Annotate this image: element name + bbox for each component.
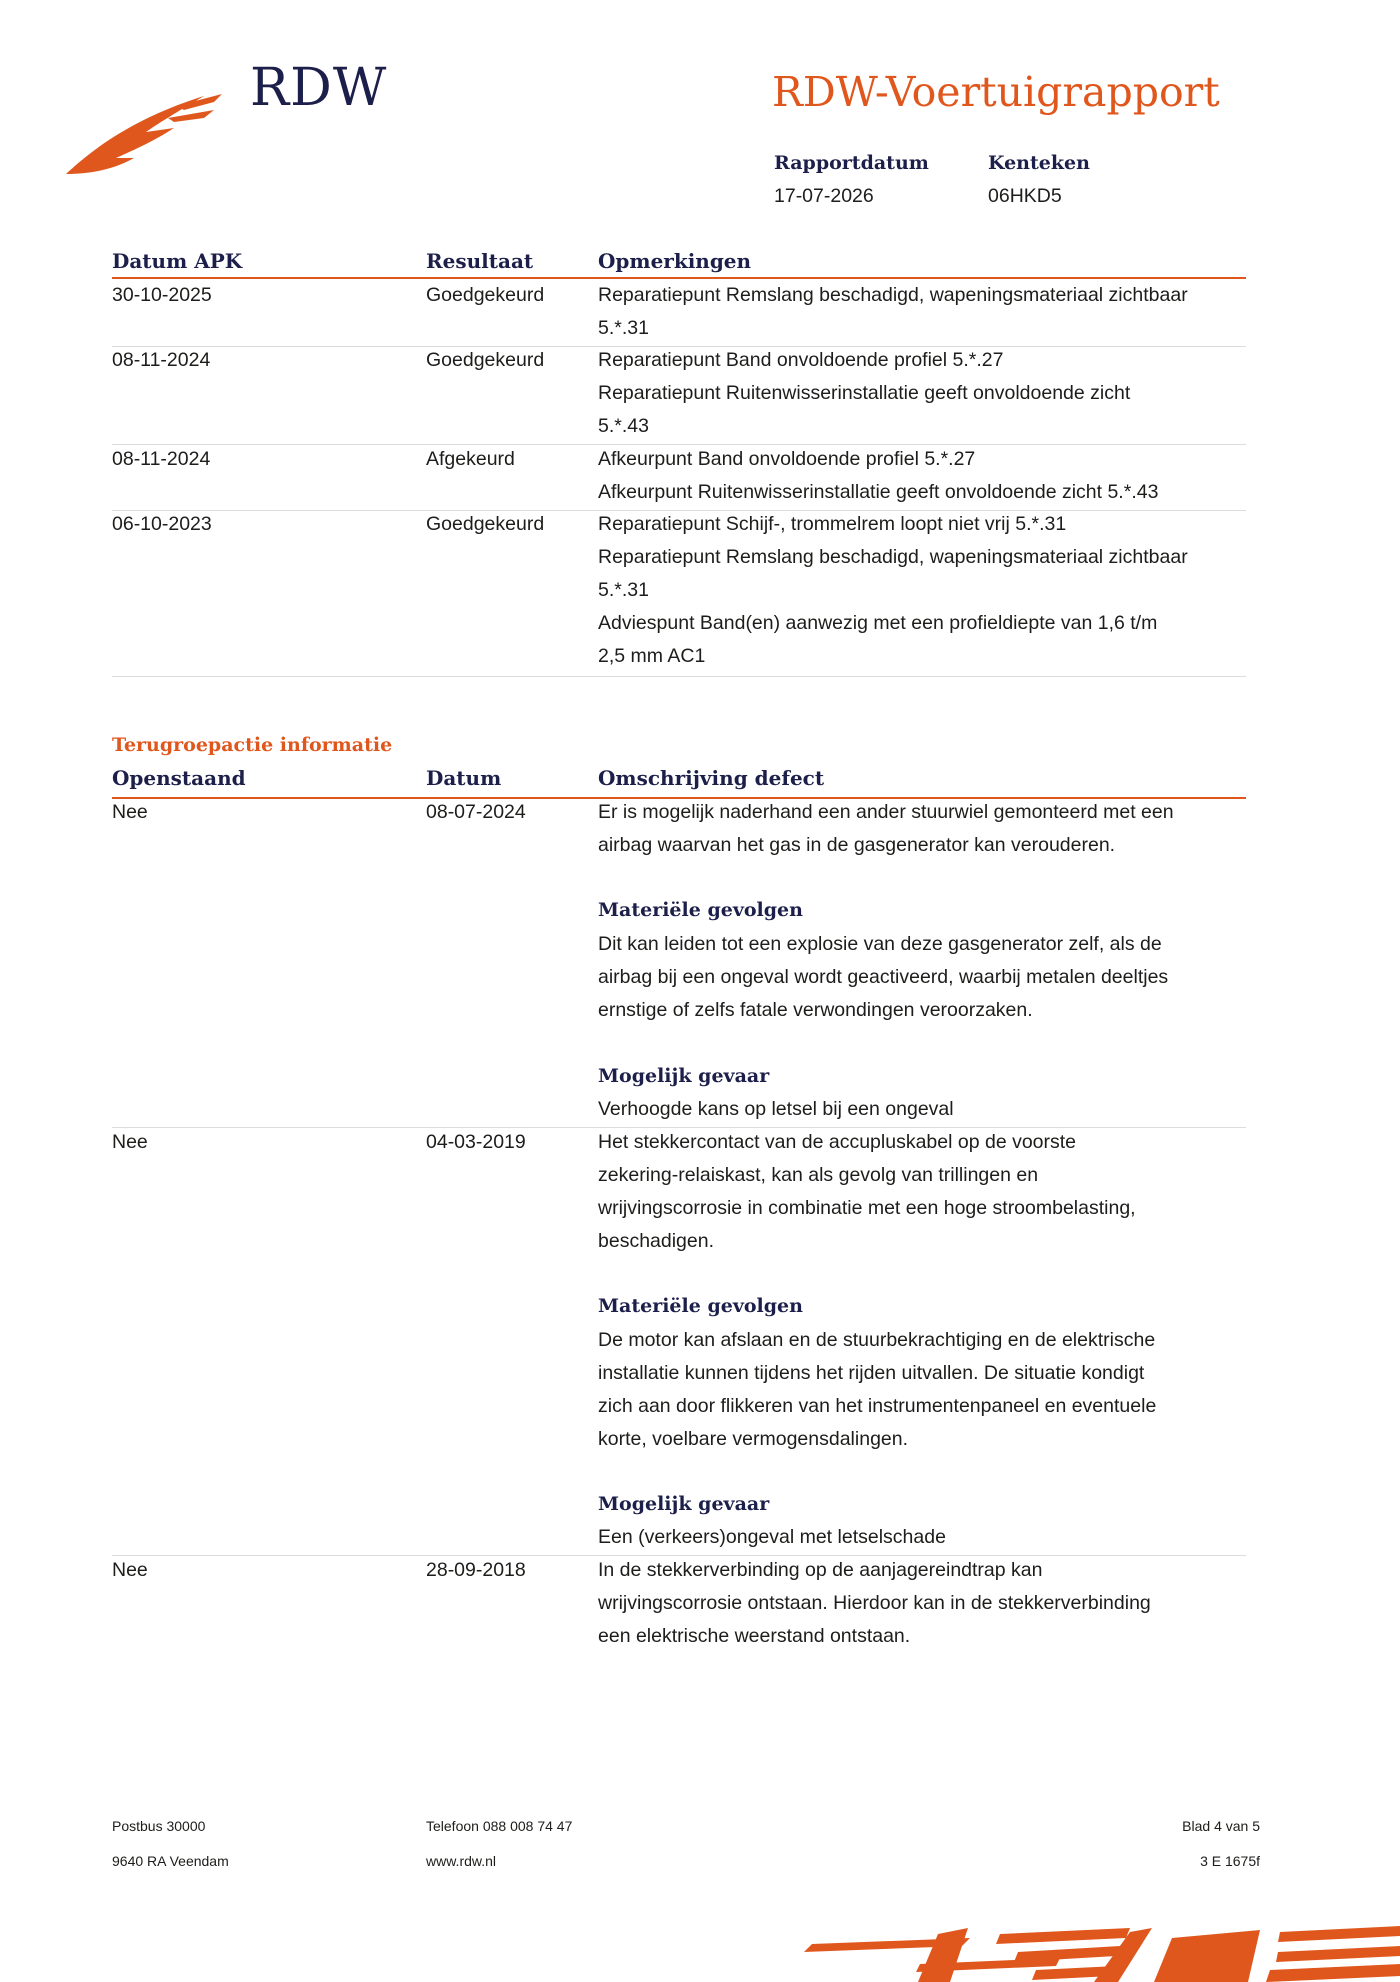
footer-city: 9640 RA Veendam bbox=[112, 1853, 229, 1869]
danger-heading: Mogelijk gevaar bbox=[598, 1493, 770, 1515]
report-date-label: Rapportdatum bbox=[774, 152, 929, 174]
recall-description-line: airbag waarvan het gas in de gasgenerator kan verouderen. bbox=[598, 834, 1116, 856]
footer-phone: Telefoon 088 008 74 47 bbox=[426, 1818, 573, 1834]
apk-row-result: Afgekeurd bbox=[426, 448, 515, 470]
apk-row-remark: 5.*.31 bbox=[598, 579, 649, 601]
apk-row-date: 08-11-2024 bbox=[112, 448, 211, 470]
apk-row-remark: Reparatiepunt Schijf-, trommelrem loopt niet vrij 5.*.31 bbox=[598, 513, 1067, 535]
footer-postbus: Postbus 30000 bbox=[112, 1818, 206, 1834]
recall-date: 08-07-2024 bbox=[426, 801, 526, 823]
consequences-line: De motor kan afslaan en de stuurbekrachtiging en de elektrische bbox=[598, 1329, 1156, 1351]
recall-description-line: beschadigen. bbox=[598, 1230, 715, 1252]
recall-date: 04-03-2019 bbox=[426, 1131, 526, 1153]
consequences-line: airbag bij een ongeval wordt geactiveerd, waarbij metalen deeltjes bbox=[598, 966, 1169, 988]
consequences-line: Dit kan leiden tot een explosie van deze gasgenerator zelf, als de bbox=[598, 933, 1162, 955]
consequences-heading: Materiële gevolgen bbox=[598, 1295, 803, 1317]
recall-section-title: Terugroepactie informatie bbox=[112, 734, 393, 756]
recall-description-line: een elektrische weerstand ontstaan. bbox=[598, 1625, 911, 1647]
col-header-date-apk: Datum APK bbox=[112, 249, 243, 273]
recall-description-line: Het stekkercontact van de accupluskabel op de voorste bbox=[598, 1131, 1077, 1153]
danger-line: Verhoogde kans op letsel bij een ongeval bbox=[598, 1098, 954, 1120]
col-header-description: Omschrijving defect bbox=[598, 766, 825, 790]
recall-date: 28-09-2018 bbox=[426, 1559, 526, 1581]
report-date-value: 17-07-2026 bbox=[774, 185, 874, 207]
col-header-remarks: Opmerkingen bbox=[598, 249, 752, 273]
consequences-line: zich aan door flikkeren van het instrumentenpaneel en eventuele bbox=[598, 1395, 1157, 1417]
page-title: RDW-Voertuigrapport bbox=[772, 68, 1220, 116]
recall-open: Nee bbox=[112, 1131, 148, 1153]
danger-line: Een (verkeers)ongeval met letselschade bbox=[598, 1526, 946, 1548]
apk-row-remark: 5.*.43 bbox=[598, 415, 649, 437]
apk-row-remark: 5.*.31 bbox=[598, 317, 649, 339]
recall-open: Nee bbox=[112, 801, 148, 823]
consequences-heading: Materiële gevolgen bbox=[598, 899, 803, 921]
apk-row-date: 30-10-2025 bbox=[112, 284, 212, 306]
apk-row-date: 06-10-2023 bbox=[112, 513, 212, 535]
apk-row-remark: 2,5 mm AC1 bbox=[598, 645, 706, 667]
recall-description-line: zekering-relaiskast, kan als gevolg van trillingen en bbox=[598, 1164, 1039, 1186]
apk-row-result: Goedgekeurd bbox=[426, 284, 545, 306]
apk-row-remark: Reparatiepunt Remslang beschadigd, wapeningsmateriaal zichtbaar bbox=[598, 284, 1188, 306]
recall-open: Nee bbox=[112, 1559, 148, 1581]
plate-label: Kenteken bbox=[988, 152, 1090, 174]
apk-row-remark: Reparatiepunt Ruitenwisserinstallatie geeft onvoldoende zicht bbox=[598, 382, 1131, 404]
logo-text: RDW bbox=[250, 58, 388, 118]
apk-row-remark: Reparatiepunt Band onvoldoende profiel 5.*.27 bbox=[598, 349, 1004, 371]
col-header-open: Openstaand bbox=[112, 766, 246, 790]
recall-description-line: In de stekkerverbinding op de aanjagereindtrap kan bbox=[598, 1559, 1043, 1581]
consequences-line: installatie kunnen tijdens het rijden uitvallen. De situatie kondigt bbox=[598, 1362, 1145, 1384]
col-header-result: Resultaat bbox=[426, 249, 534, 273]
recall-description-line: wrijvingscorrosie in combinatie met een hoge stroombelasting, bbox=[598, 1197, 1136, 1219]
apk-row-remark: Reparatiepunt Remslang beschadigd, wapeningsmateriaal zichtbaar bbox=[598, 546, 1188, 568]
recall-description-line: Er is mogelijk naderhand een ander stuurwiel gemonteerd met een bbox=[598, 801, 1174, 823]
footer-website[interactable]: www.rdw.nl bbox=[426, 1853, 497, 1869]
danger-heading: Mogelijk gevaar bbox=[598, 1065, 770, 1087]
apk-row-result: Goedgekeurd bbox=[426, 349, 545, 371]
footer-page-number: Blad 4 van 5 bbox=[1182, 1818, 1260, 1834]
col-header-date: Datum bbox=[426, 766, 502, 790]
footer-doc-code: 3 E 1675f bbox=[1200, 1853, 1260, 1869]
consequences-line: korte, voelbare vermogensdalingen. bbox=[598, 1428, 909, 1450]
consequences-line: ernstige of zelfs fatale verwondingen veroorzaken. bbox=[598, 999, 1033, 1021]
apk-row-remark: Afkeurpunt Band onvoldoende profiel 5.*.27 bbox=[598, 448, 976, 470]
apk-row-date: 08-11-2024 bbox=[112, 349, 211, 371]
apk-row-remark: Afkeurpunt Ruitenwisserinstallatie geeft onvoldoende zicht 5.*.43 bbox=[598, 481, 1159, 503]
plate-value: 06HKD5 bbox=[988, 185, 1062, 207]
rdw-logo-icon bbox=[64, 88, 234, 180]
decorative-stripes-icon bbox=[800, 1924, 1400, 1982]
apk-row-remark: Adviespunt Band(en) aanwezig met een profieldiepte van 1,6 t/m bbox=[598, 612, 1158, 634]
apk-row-result: Goedgekeurd bbox=[426, 513, 545, 535]
recall-description-line: wrijvingscorrosie ontstaan. Hierdoor kan in de stekkerverbinding bbox=[598, 1592, 1151, 1614]
row-divider bbox=[112, 676, 1246, 677]
